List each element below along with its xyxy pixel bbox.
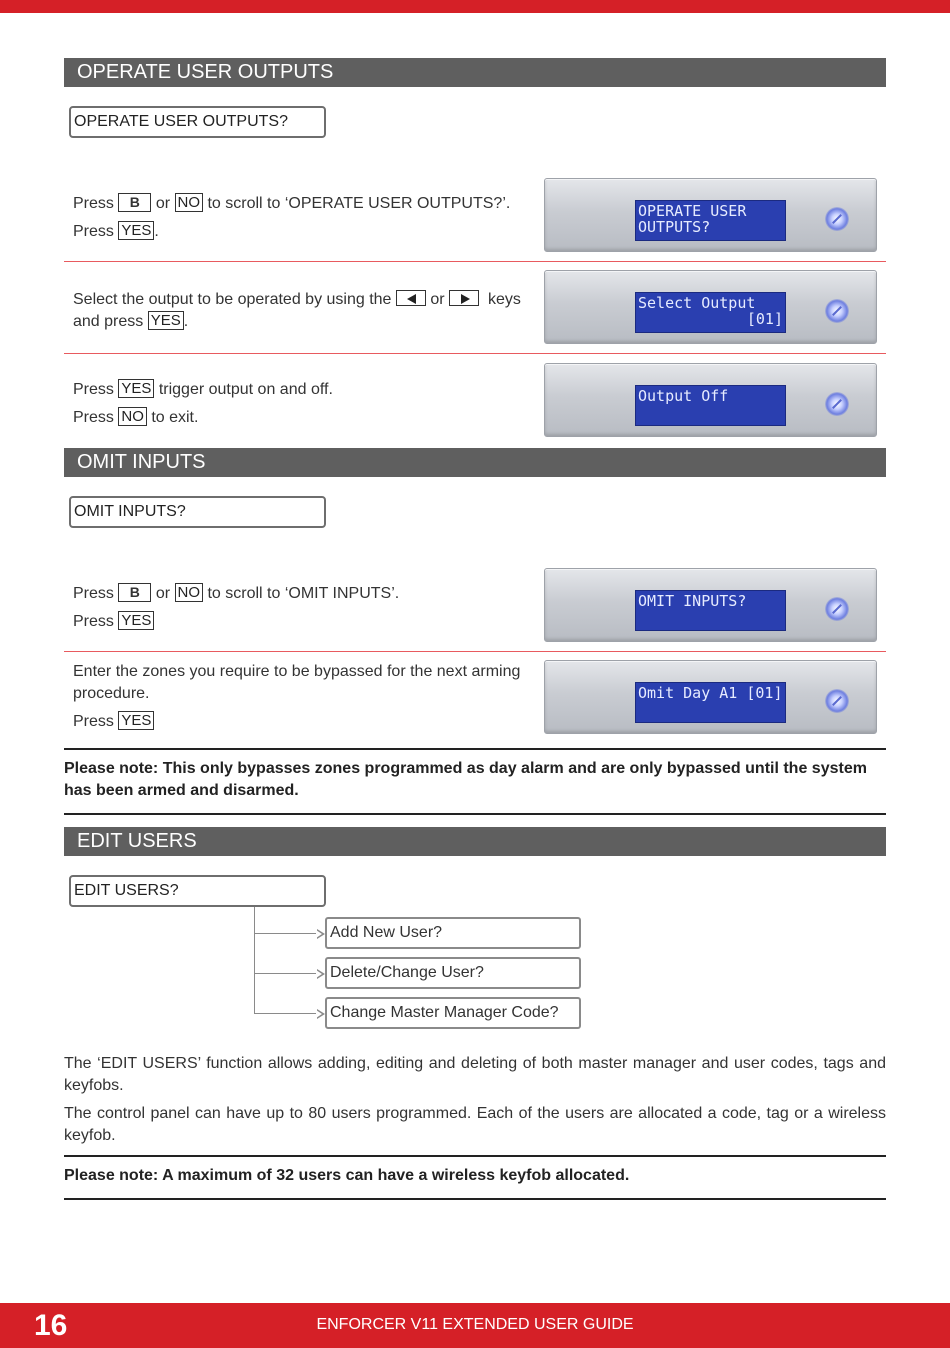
step-text: Press (73, 381, 114, 398)
step-text: Enter the zones you require to be bypassed for the next arming procedure. (73, 663, 521, 702)
left-arrow-key-icon (396, 290, 426, 306)
lcd-line-1: OPERATE USER (638, 202, 747, 220)
step-text: Press (73, 713, 114, 730)
note-bypass: Please note: This only bypasses zones programmed as day alarm and are only bypassed until the system has been armed and disarmed. (64, 760, 867, 799)
or-text: or (430, 291, 445, 308)
arrow-right-icon (317, 1009, 325, 1019)
lcd-line-1: Select Output (638, 294, 756, 312)
section-header-omit-inputs: OMIT INPUTS (64, 448, 886, 477)
lcd-screen (635, 590, 786, 631)
note-rule-top (64, 748, 886, 750)
step-text: Press (73, 613, 114, 630)
step-text: to exit. (151, 409, 199, 426)
power-led-icon (825, 299, 849, 323)
step-text: . (154, 223, 159, 240)
power-led-icon (825, 207, 849, 231)
lcd-screen (635, 682, 786, 723)
arrow-right-icon (317, 969, 325, 979)
step-trigger-output (73, 379, 538, 435)
b-key: B (118, 193, 151, 212)
yes-key: YES (118, 221, 154, 240)
note-keyfob-limit: Please note: A maximum of 32 users can have a wireless keyfob allocated. (64, 1167, 630, 1184)
step-text: Select the output to be operated by using the (73, 291, 392, 308)
submenu-change-master-manager-code: Change Master Manager Code? (325, 997, 581, 1029)
yes-key: YES (118, 611, 154, 630)
footer-bar (0, 1303, 950, 1348)
lcd-line-2: OUTPUTS? (638, 218, 711, 236)
or-text: or (155, 195, 171, 212)
no-key: NO (118, 407, 147, 426)
lcd-line-2: [01] (746, 310, 783, 328)
submenu-delete-change-user: Delete/Change User? (325, 957, 581, 989)
step-text: Press (73, 195, 114, 212)
lcd-screen (635, 292, 786, 333)
step-scroll-operate (73, 193, 538, 249)
no-key: NO (175, 583, 204, 602)
note-rule-bottom (64, 1198, 886, 1200)
top-red-bar (0, 0, 950, 13)
step-enter-zones (73, 661, 538, 739)
tree-branch (254, 933, 318, 934)
divider (64, 651, 886, 652)
step-text: to scroll to ‘OPERATE USER OUTPUTS?’. (207, 195, 511, 212)
page-number: 16 (34, 1309, 68, 1342)
lcd-line-1: OMIT INPUTS? (638, 592, 747, 610)
tree-branch (254, 1013, 318, 1014)
menu-box-edit-users: EDIT USERS? (69, 875, 326, 907)
power-led-icon (825, 392, 849, 416)
step-text: Press (73, 409, 114, 426)
step-text: keys (487, 291, 521, 308)
lcd-line-1: Output Off (638, 387, 729, 405)
section-header-edit-users: EDIT USERS (64, 827, 886, 856)
step-text: to scroll to ‘OMIT INPUTS’. (207, 585, 400, 602)
lcd-screen (635, 200, 786, 241)
keypad-display-1 (544, 178, 877, 252)
or-text: or (155, 585, 171, 602)
lcd-line-1: Omit Day A1 [01] (638, 684, 783, 702)
divider (64, 261, 886, 262)
menu-box-operate-user-outputs: OPERATE USER OUTPUTS? (69, 106, 326, 138)
b-key: B (118, 583, 151, 602)
power-led-icon (825, 689, 849, 713)
yes-key: YES (118, 711, 154, 730)
step-scroll-omit (73, 583, 538, 639)
lcd-screen (635, 385, 786, 426)
menu-box-omit-inputs: OMIT INPUTS? (69, 496, 326, 528)
step-text: . (183, 313, 189, 330)
section-header-operate-user-outputs: OPERATE USER OUTPUTS (64, 58, 886, 87)
step-text: and press (73, 313, 144, 330)
footer-title: ENFORCER V11 EXTENDED USER GUIDE (316, 1316, 634, 1333)
paragraph-user-capacity: The control panel can have up to 80 users programmed. Each of the users are allocated a code, tag or a wireless keyfob. (64, 1105, 886, 1144)
step-text: Press (73, 223, 114, 240)
note-rule-bottom (64, 813, 886, 815)
yes-key: YES (118, 379, 154, 398)
divider (64, 353, 886, 354)
tree-connector (254, 907, 255, 1013)
yes-key: YES (148, 311, 184, 330)
tree-branch (254, 973, 318, 974)
step-text: Press (73, 585, 114, 602)
step-select-output (73, 289, 538, 339)
no-key: NO (175, 193, 204, 212)
right-arrow-key-icon (449, 290, 479, 306)
power-led-icon (825, 597, 849, 621)
keypad-display-2 (544, 270, 877, 344)
keypad-display-4 (544, 568, 877, 642)
keypad-display-5 (544, 660, 877, 734)
arrow-right-icon (317, 929, 325, 939)
step-text: trigger output on and off. (158, 381, 333, 398)
paragraph-edit-users-function: The ‘EDIT USERS’ function allows adding, editing and deleting of both master manager and user codes, tags and keyfobs. (64, 1055, 886, 1094)
keypad-display-3 (544, 363, 877, 437)
note-rule-top (64, 1155, 886, 1157)
submenu-add-new-user: Add New User? (325, 917, 581, 949)
